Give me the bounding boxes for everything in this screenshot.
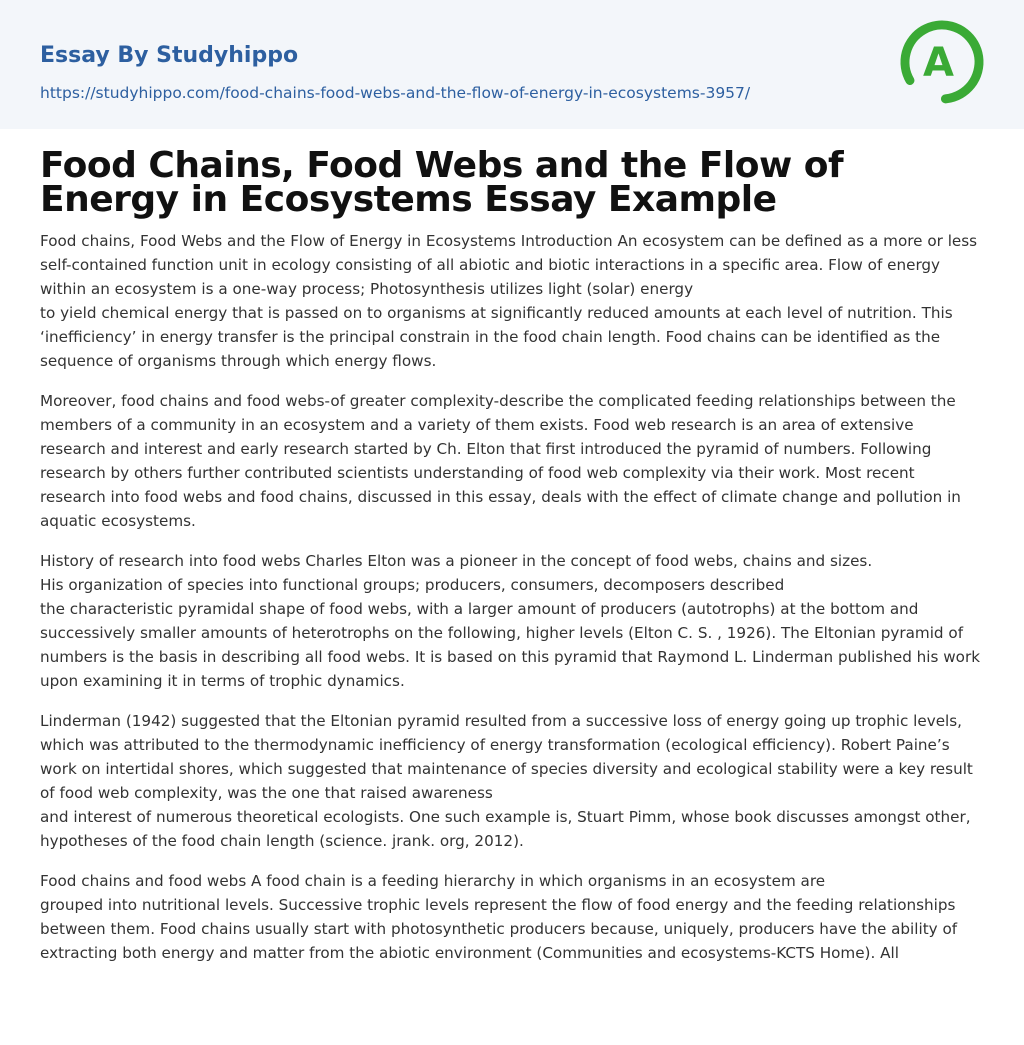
- paragraph: Food chains and food webs A food chain is a feeding hierarchy in which organisms in an ecosystem are grouped into nutritional levels. Successive trophic levels represent the flow of food energy and the feeding relationships between them. Food chains usually start with photosynthetic producers because, uniquely, producers have the ability of extracting both energy and matter from the abiotic environment (Communities and ecosystems-KCTS Home). All: [40, 872, 958, 962]
- site-header: [0, 0, 1024, 129]
- paragraph: Food chains, Food Webs and the Flow of Energy in Ecosystems Introduction An ecosystem can be defined as a more or less self-contained function unit in ecology consisting of all abiotic and biotic interactions in a specific area. Flow of energy within an ecosystem is a one-way process; Photosynthesis utilizes light (solar) energy to yield chemical energy that is passed on to organisms at significantly reduced amounts at each level of nutrition. This ‘inefficiency’ in energy transfer is the principal constrain in the food chain length. Food chains can be identified as the sequence of organisms through which energy flows.: [40, 232, 978, 370]
- paragraph: Linderman (1942) suggested that the Eltonian pyramid resulted from a successive loss of energy going up trophic levels, which was attributed to the thermodynamic inefficiency of energy transformation (ecological efficiency). Robert Paine’s work on intertidal shores, which suggested that maintenance of species diversity and ecological stability were a key result of food web complexity, was the one that raised awareness and interest of numerous theoretical ecologists. One such example is, Stuart Pimm, whose book discusses amongst other, hypotheses of the food chain length (science. jrank. org, 2012).: [40, 712, 973, 850]
- article: [0, 129, 1024, 965]
- studyhippo-logo-icon[interactable]: [898, 18, 986, 106]
- source-url-link[interactable]: https://studyhippo.com/food-chains-food-webs-and-the-flow-of-energy-in-ecosystems-3957/: [40, 84, 751, 102]
- paragraph: History of research into food webs Charles Elton was a pioneer in the concept of food webs, chains and sizes. His organization of species into functional groups; producers, consumers, decomposers described the characteristic pyramidal shape of food webs, with a larger amount of producers (autotrophs) at the bottom and successively smaller amounts of heterotrophs on the following, higher levels (Elton C. S. , 1926). The Eltonian pyramid of numbers is the basis in describing all food webs. It is based on this pyramid that Raymond L. Linderman published his work upon examining it in terms of trophic dynamics.: [40, 552, 981, 690]
- logo-letter: A: [923, 40, 954, 86]
- page-title: Food Chains, Food Webs and the Flow of Energy in Ecosystems Essay Example: [40, 145, 844, 220]
- paragraph: Moreover, food chains and food webs-of greater complexity-describe the complicated feeding relationships between the members of a community in an ecosystem and a variety of them exists. Food web research is an area of extensive research and interest and early research started by Ch. Elton that first introduced the pyramid of numbers. Following research by others further contributed scientists understanding of food web complexity via their work. Most recent research into food webs and food chains, discussed in this essay, deals with the effect of climate change and pollution in aquatic ecosystems.: [40, 392, 961, 530]
- site-brand[interactable]: Essay By Studyhippo: [40, 43, 299, 68]
